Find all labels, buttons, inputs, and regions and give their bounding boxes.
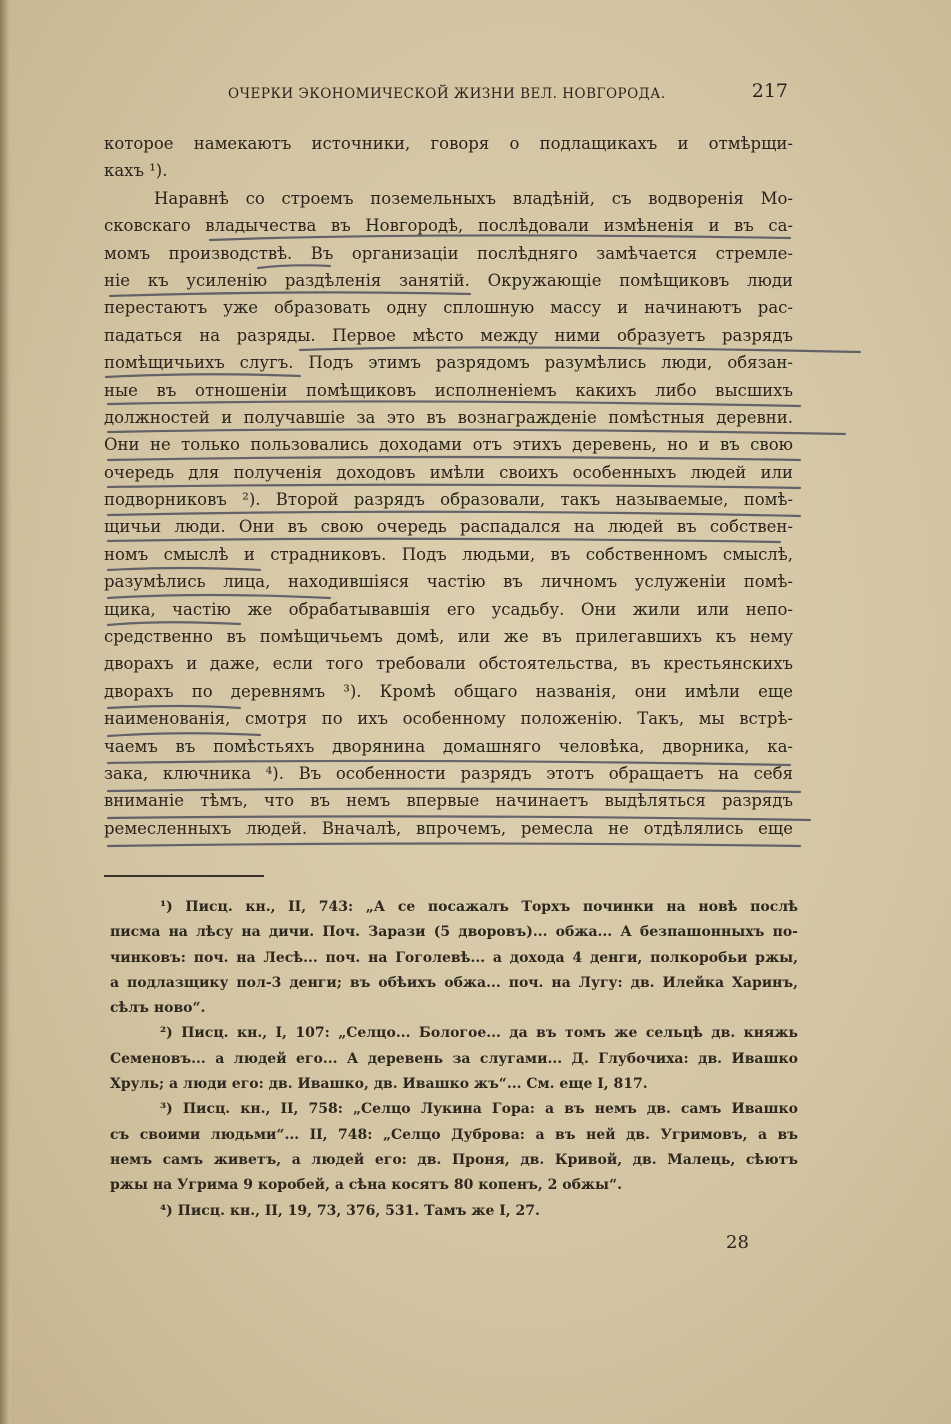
footnote-line: ⁴) Писц. кн., II, 19, 73, 376, 531. Тамъ же I, 27. bbox=[160, 1202, 540, 1219]
page-header bbox=[228, 80, 788, 110]
text-line: зака, ключника ⁴). Въ особенности разрядъ этотъ обращаетъ на себя bbox=[104, 763, 793, 783]
footnote-line: ¹) Писц. кн., II, 743: „А се посажалъ Торхъ починки на новѣ послѣ bbox=[160, 899, 798, 915]
footnote-line: а подлазщику пол-3 денги; въ обѣихъ обжа... поч. на Лугу: дв. Илейка Харинъ, bbox=[110, 974, 798, 991]
footnote-line: немъ самъ живетъ, а людей его: дв. Проня, дв. Кривой, дв. Малець, сѣютъ bbox=[110, 1151, 798, 1168]
text-line: ніе къ усиленію раздѣленія занятій. Окружающіе помѣщиковъ люди bbox=[104, 270, 793, 290]
text-line: наименованія, смотря по ихъ особенному положенію. Такъ, мы встрѣ- bbox=[104, 709, 793, 729]
text-line: очередь для полученія доходовъ имѣли своихъ особенныхъ людей или bbox=[104, 462, 793, 482]
text-line: щичьи люди. Они въ свою очередь распадался на людей въ собствен- bbox=[104, 517, 793, 537]
binding-edge bbox=[0, 0, 12, 1424]
text-line: дворахъ по деревнямъ ³). Кромѣ общаго названія, они имѣли еще bbox=[104, 681, 793, 701]
footnote-line: писма на лѣсу на дичи. Поч. Зарази (5 дворовъ)... обжа... А безпашонныхъ по- bbox=[110, 924, 798, 941]
text-line: должностей и получавшіе за это въ вознагражденіе помѣстныя деревни. bbox=[104, 407, 793, 427]
text-line: падаться на разряды. Первое мѣсто между ними образуетъ разрядъ bbox=[104, 325, 793, 345]
page-number: 217 bbox=[751, 80, 788, 102]
footnote-divider bbox=[104, 875, 264, 877]
text-line: подворниковъ ²). Второй разрядъ образовали, такъ называемые, помѣ- bbox=[104, 490, 793, 510]
text-line: момъ производствѣ. Въ организаціи послѣдняго замѣчается стремле- bbox=[104, 243, 793, 263]
text-line: Наравнѣ со строемъ поземельныхъ владѣній, съ водворенія Мо- bbox=[154, 188, 793, 208]
signature-mark: 28 bbox=[726, 1232, 749, 1253]
footnote-line: сѣлъ ново“. bbox=[110, 1000, 206, 1017]
footnote-line: ржы на Угрима 9 коробей, а сѣна косятъ 80 копенъ, 2 обжы“. bbox=[110, 1177, 623, 1194]
pencil-underline bbox=[108, 844, 800, 847]
text-line: которое намекаютъ источники, говоря о подлащикахъ и отмѣрщи- bbox=[104, 134, 793, 153]
text-line: средственно въ помѣщичьемъ домѣ, или же въ прилегавшихъ къ нему bbox=[104, 627, 793, 647]
text-line: кахъ ¹). bbox=[104, 161, 168, 181]
footnote-line: чинковъ: поч. на Лесѣ... поч. на Гоголевѣ... а дохода 4 денги, полкоробьи ржы, bbox=[110, 949, 798, 966]
footnote-line: ²) Писц. кн., I, 107: „Селцо... Бологое... да въ томъ же сельцѣ дв. княжь bbox=[160, 1025, 798, 1042]
footnote-line: Хруль; а люди его: дв. Ивашко, дв. Ивашко жъ“... См. еще I, 817. bbox=[110, 1076, 648, 1093]
text-line: щика, частію же обрабатывавшія его усадьбу. Они жили или непо- bbox=[104, 599, 793, 619]
footnote-line: ³) Писц. кн., II, 758: „Селцо Лукина Гора: а въ немъ дв. самъ Ивашко bbox=[160, 1101, 798, 1118]
text-line: номъ смыслѣ и страдниковъ. Подъ людьми, въ собственномъ смыслѣ, bbox=[104, 544, 793, 564]
text-line: помѣщичьихъ слугъ. Подъ этимъ разрядомъ разумѣлись люди, обязан- bbox=[104, 353, 793, 373]
text-line: ные въ отношеніи помѣщиковъ исполненіемъ какихъ либо высшихъ bbox=[104, 380, 793, 400]
text-line: сковскаго владычества въ Новгородѣ, послѣдовали измѣненія и въ са- bbox=[104, 216, 793, 236]
body-text bbox=[104, 130, 793, 842]
footnote-line: Семеновъ... а людей его... А деревень за слугами... Д. Глубочиха: дв. Ивашко bbox=[110, 1050, 798, 1067]
text-line: ремесленныхъ людей. Вначалѣ, впрочемъ, ремесла не отдѣлялись еще bbox=[104, 818, 793, 838]
footnotes bbox=[110, 895, 798, 1224]
text-line: чаемъ въ помѣстьяхъ дворянина домашняго человѣка, дворника, ка- bbox=[104, 736, 793, 756]
text-line: дворахъ и даже, если того требовали обстоятельства, въ крестьянскихъ bbox=[104, 654, 793, 674]
text-line: Они не только пользовались доходами отъ этихъ деревень, но и въ свою bbox=[104, 435, 793, 455]
text-line: вниманіе тѣмъ, что въ немъ впервые начинаетъ выдѣляться разрядъ bbox=[104, 791, 793, 811]
footnote-line: съ своими людьми“... II, 748: „Селцо Дуброва: а въ ней дв. Угримовъ, а въ bbox=[110, 1126, 798, 1143]
running-title: ОЧЕРКИ ЭКОНОМИЧЕСКОЙ ЖИЗНИ ВЕЛ. НОВГОРОДА. bbox=[228, 86, 666, 102]
text-line: разумѣлись лица, находившіяся частію въ личномъ услуженіи помѣ- bbox=[104, 572, 793, 592]
text-line: перестаютъ уже образовать одну сплошную массу и начинаютъ рас- bbox=[104, 298, 793, 318]
